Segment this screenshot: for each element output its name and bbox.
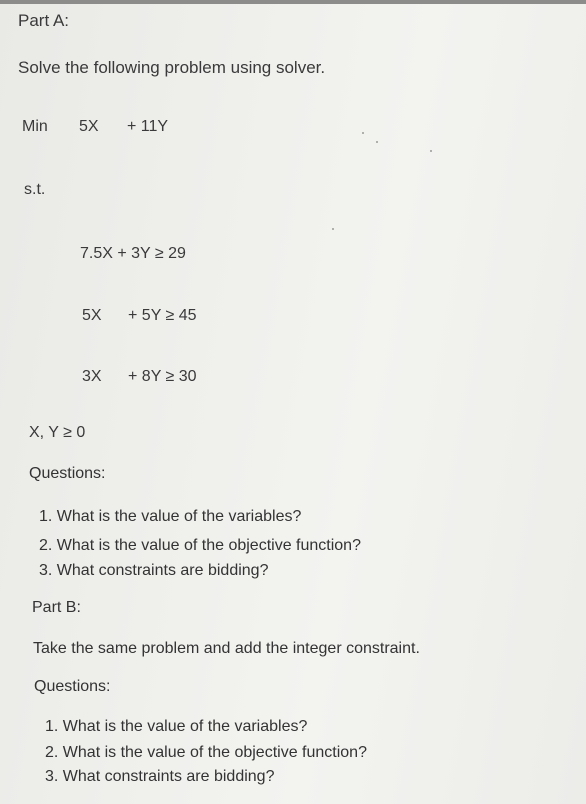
constraint-2-rest: + 5Y ≥ 45 [128,307,197,324]
constraint-1: 7.5X + 3Y ≥ 29 [80,245,186,262]
top-edge-bar [0,0,586,4]
nonnegativity-constraint: X, Y ≥ 0 [29,424,86,441]
part-b-instruction: Take the same problem and add the integer constraint. [33,640,420,657]
subject-to-label: s.t. [24,181,46,198]
constraint-3-x-term: 3X [82,368,102,385]
speck [376,141,378,143]
part-a-question-3: 3. What constraints are bidding? [39,562,269,579]
part-a-title: Part A: [18,11,70,30]
part-b-question-2: 2. What is the value of the objective function? [45,744,367,761]
constraint-3-rest: + 8Y ≥ 30 [128,368,197,385]
part-a-question-2: 2. What is the value of the objective function? [39,537,361,554]
speck [332,228,334,230]
part-a-question-1: 1. What is the value of the variables? [39,508,302,525]
part-b-title: Part B: [32,599,81,616]
objective-term-x: 5X [79,118,99,135]
part-a-questions-label: Questions: [29,465,106,482]
part-b-question-3: 3. What constraints are bidding? [45,768,275,785]
part-a-instruction: Solve the following problem using solver. [18,58,326,77]
speck [430,150,432,152]
part-b-question-1: 1. What is the value of the variables? [45,718,308,735]
part-b-questions-label: Questions: [34,678,111,695]
objective-term-y: + 11Y [127,118,169,135]
constraint-2-x-term: 5X [82,307,102,324]
speck [362,132,364,134]
objective-label: Min [22,118,48,135]
